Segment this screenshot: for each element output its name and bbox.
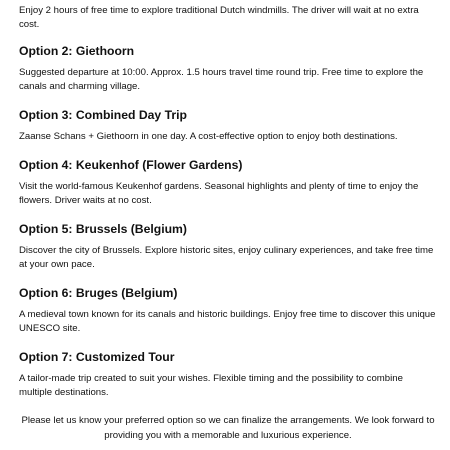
option-1-description-continued: Enjoy 2 hours of free time to explore traditional Dutch windmills. The driver will wait at no extra cost. (19, 5, 419, 30)
option-7-section (19, 349, 437, 400)
option-5-description: Discover the city of Brussels. Explore historic sites, enjoy culinary experiences, and take free time at your own pace. (19, 245, 434, 270)
option-4-title: Option 4: Keukenhof (Flower Gardens) (19, 158, 243, 172)
option-2-title: Option 2: Giethoorn (19, 44, 135, 58)
option-6-description: A medieval town known for its canals and historic buildings. Enjoy free time to discover this unique UNESCO site. (19, 309, 436, 334)
option-3-section (19, 107, 437, 144)
option-6-section (19, 285, 437, 336)
option-6-title: Option 6: Bruges (Belgium) (19, 286, 178, 300)
option-3-title: Option 3: Combined Day Trip (19, 108, 187, 122)
option-2-section (19, 43, 437, 94)
option-7-description: A tailor-made trip created to suit your wishes. Flexible timing and the possibility to combine multiple destinations. (19, 373, 403, 398)
option-7-title: Option 7: Customized Tour (19, 350, 175, 364)
option-3-description: Zaanse Schans + Giethoorn in one day. A cost-effective option to enjoy both destinations. (19, 131, 398, 142)
option-4-section (19, 157, 437, 208)
closing-paragraph: Please let us know your preferred option so we can finalize the arrangements. We look forward to providing you with a memorable and luxurious experience. (21, 415, 435, 441)
document-body (19, 4, 437, 400)
option-5-section (19, 221, 437, 272)
option-2-description: Suggested departure at 10:00. Approx. 1.5 hours travel time round trip. Free time to explore the canals and charming village. (19, 67, 424, 92)
option-5-title: Option 5: Brussels (Belgium) (19, 222, 187, 236)
option-4-description: Visit the world-famous Keukenhof gardens. Seasonal highlights and plenty of time to enjoy the flowers. Driver waits at no cost. (19, 181, 419, 206)
